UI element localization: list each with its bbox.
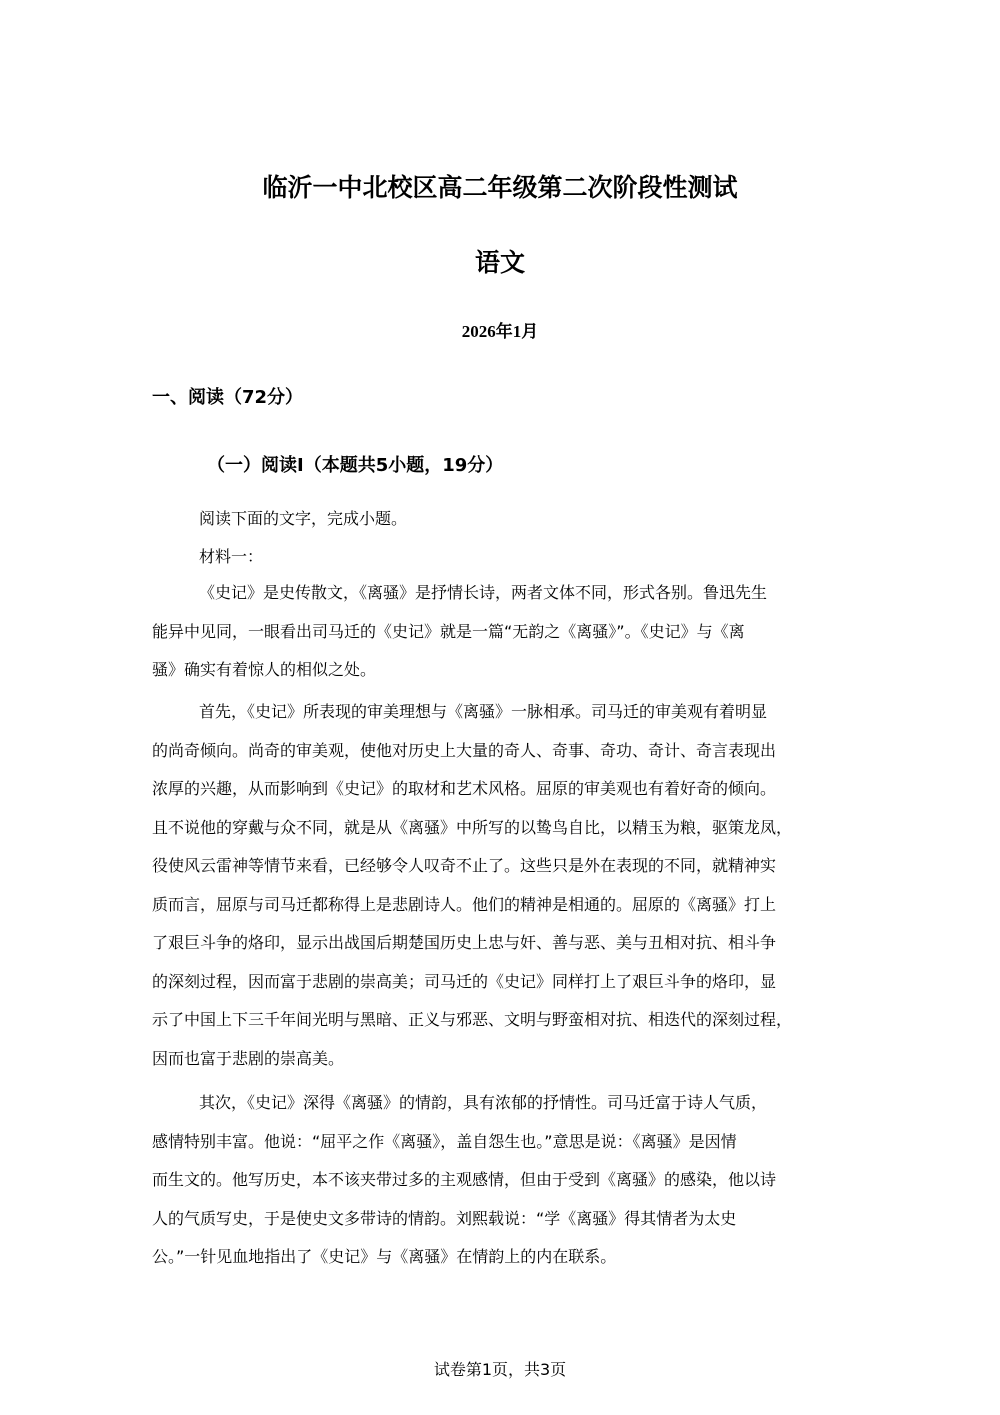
- reading-instruction: 阅读下面的文字，完成小题。: [199, 509, 408, 528]
- subsection-heading: （一）阅读Ⅰ（本题共5小题，19分）: [207, 455, 504, 476]
- paragraph-line: 感情特别丰富。他说：“屈平之作《离骚》，盖自怨生也。”意思是说：《离骚》是因情: [152, 1131, 737, 1151]
- section-heading: 一、阅读（72分）: [152, 387, 304, 408]
- paragraph-3: [152, 1084, 852, 1277]
- paragraph-line: 其次，《史记》深得《离骚》的情韵，具有浓郁的抒情性。司马迁富于诗人气质，: [199, 1093, 768, 1112]
- paragraph-line: 骚》确实有着惊人的相似之处。: [152, 660, 377, 679]
- paragraph-line: 浓厚的兴趣，从而影响到《史记》的取材和艺术风格。屈原的审美观也有着好奇的倾向。: [152, 779, 777, 798]
- paragraph-line: 公。”一针见血地指出了《史记》与《离骚》在情韵上的内在联系。: [152, 1247, 617, 1266]
- paragraph-line: 且不说他的穿戴与众不同，就是从《离骚》中所写的以鸷鸟自比，以精玉为粮，驱策龙凤，: [152, 817, 793, 837]
- paragraph-line: 能异中见同，一眼看出司马迁的《史记》就是一篇“无韵之《离骚》”。《史记》与《离: [152, 621, 745, 641]
- exam-title: 临沂一中北校区高二年级第二次阶段性测试: [262, 173, 738, 202]
- paragraph-line: 因而也富于悲剧的崇高美。: [152, 1048, 345, 1068]
- paragraph-line: 的深刻过程，因而富于悲剧的崇高美；司马迁的《史记》同样打上了艰巨斗争的烙印，显: [152, 971, 777, 991]
- paragraph-line: 人的气质写史，于是使史文多带诗的情韵。刘熙载说：“学《离骚》得其情者为太史: [152, 1208, 737, 1228]
- paragraph-line: 了艰巨斗争的烙印，显示出战国后期楚国历史上忠与奸、善与恶、美与丑相对抗、相斗争: [152, 933, 777, 952]
- paragraph-line: 质而言，屈原与司马迁都称得上是悲剧诗人。他们的精神是相通的。屈原的《离骚》打上: [152, 894, 777, 914]
- material-label: 材料一：: [199, 547, 264, 566]
- paragraph-line: 首先，《史记》所表现的审美理想与《离骚》一脉相承。司马迁的审美观有着明显: [199, 702, 768, 721]
- paragraph-line: 役使风云雷神等情节来看，已经够令人叹奇不止了。这些只是外在表现的不同，就精神实: [152, 856, 777, 875]
- paragraph-line: 的尚奇倾向。尚奇的审美观，使他对历史上大量的奇人、奇事、奇功、奇计、奇言表现出: [152, 740, 777, 760]
- page-footer: 试卷第1页，共3页: [433, 1360, 567, 1379]
- paragraph-line: 示了中国上下三千年间光明与黑暗、正义与邪恶、文明与野蛮相对抗、相迭代的深刻过程，: [152, 1010, 793, 1029]
- exam-date: 2026年1月: [461, 322, 539, 341]
- subject-title: 语文: [474, 248, 525, 277]
- paragraph-line: 《史记》是史传散文，《离骚》是抒情长诗，两者文体不同，形式各别。鲁迅先生: [199, 583, 768, 602]
- paragraph-line: 而生文的。他写历史，本不该夹带过多的主观感情，但由于受到《离骚》的感染，他以诗: [152, 1170, 777, 1189]
- paragraph-2: [152, 693, 852, 1078]
- paragraph-1: [152, 574, 852, 690]
